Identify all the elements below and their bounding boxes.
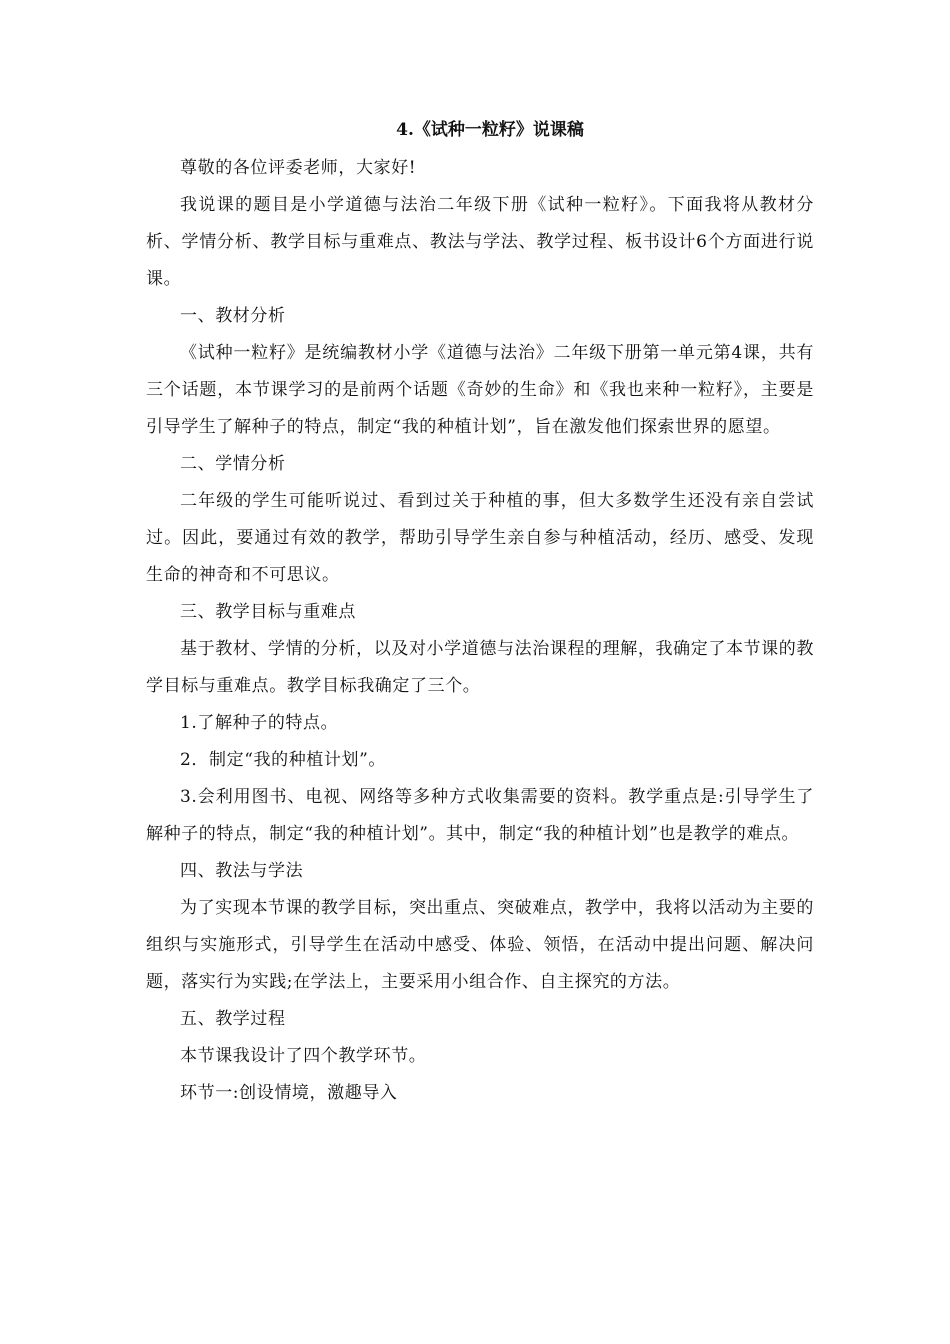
teaching-goals-paragraph: 基于教材、学情的分析，以及对小学道德与法治课程的理解，我确定了本节课的教学目标与重难点。教学目标我确定了三个。 bbox=[146, 639, 814, 696]
section-heading-student-analysis: 二、学情分析 bbox=[180, 454, 286, 474]
greeting-paragraph: 尊敬的各位评委老师，大家好! bbox=[180, 158, 417, 178]
document-page bbox=[146, 114, 814, 1112]
textbook-analysis-paragraph: 《试种一粒籽》是统编教材小学《道德与法治》二年级下册第一单元第4课，共有三个话题，本节课学习的是前两个话题《奇妙的生命》和《我也来种一粒籽》，主要是引导学生了解种子的特点，制定“我的种植计划”，旨在激发他们探索世界的愿望。 bbox=[146, 343, 814, 437]
step-one-paragraph: 环节一:创设情境，激趣导入 bbox=[180, 1083, 398, 1103]
student-analysis-paragraph: 二年级的学生可能听说过、看到过关于种植的事，但大多数学生还没有亲自尝试过。因此，要通过有效的教学，帮助引导学生亲自参与种植活动，经历、感受、发现生命的神奇和不可思议。 bbox=[146, 491, 814, 585]
goal-item-1: 1.了解种子的特点。 bbox=[180, 713, 339, 733]
teaching-process-paragraph: 本节课我设计了四个教学环节。 bbox=[180, 1046, 427, 1066]
section-heading-methods: 四、教法与学法 bbox=[180, 861, 304, 881]
section-heading-textbook-analysis: 一、教材分析 bbox=[180, 306, 286, 326]
intro-paragraph: 我说课的题目是小学道德与法治二年级下册《试种一粒籽》。下面我将从教材分析、学情分析、教学目标与重难点、教法与学法、教学过程、板书设计6个方面进行说课。 bbox=[146, 195, 814, 289]
goal-item-2: 2．制定“我的种植计划”。 bbox=[180, 750, 386, 770]
section-heading-teaching-goals: 三、教学目标与重难点 bbox=[180, 602, 356, 622]
methods-paragraph: 为了实现本节课的教学目标，突出重点、突破难点，教学中，我将以活动为主要的组织与实施形式，引导学生在活动中感受、体验、领悟，在活动中提出问题、解决问题，落实行为实践;在学法上，主要采用小组合作、自主探究的方法。 bbox=[146, 898, 814, 992]
section-heading-teaching-process: 五、教学过程 bbox=[180, 1009, 286, 1029]
document-title: 4.《试种一粒籽》说课稿 bbox=[396, 120, 584, 140]
goal-item-3: 3.会利用图书、电视、网络等多种方式收集需要的资料。教学重点是:引导学生了解种子的特点，制定“我的种植计划”。其中，制定“我的种植计划”也是教学的难点。 bbox=[146, 787, 814, 844]
